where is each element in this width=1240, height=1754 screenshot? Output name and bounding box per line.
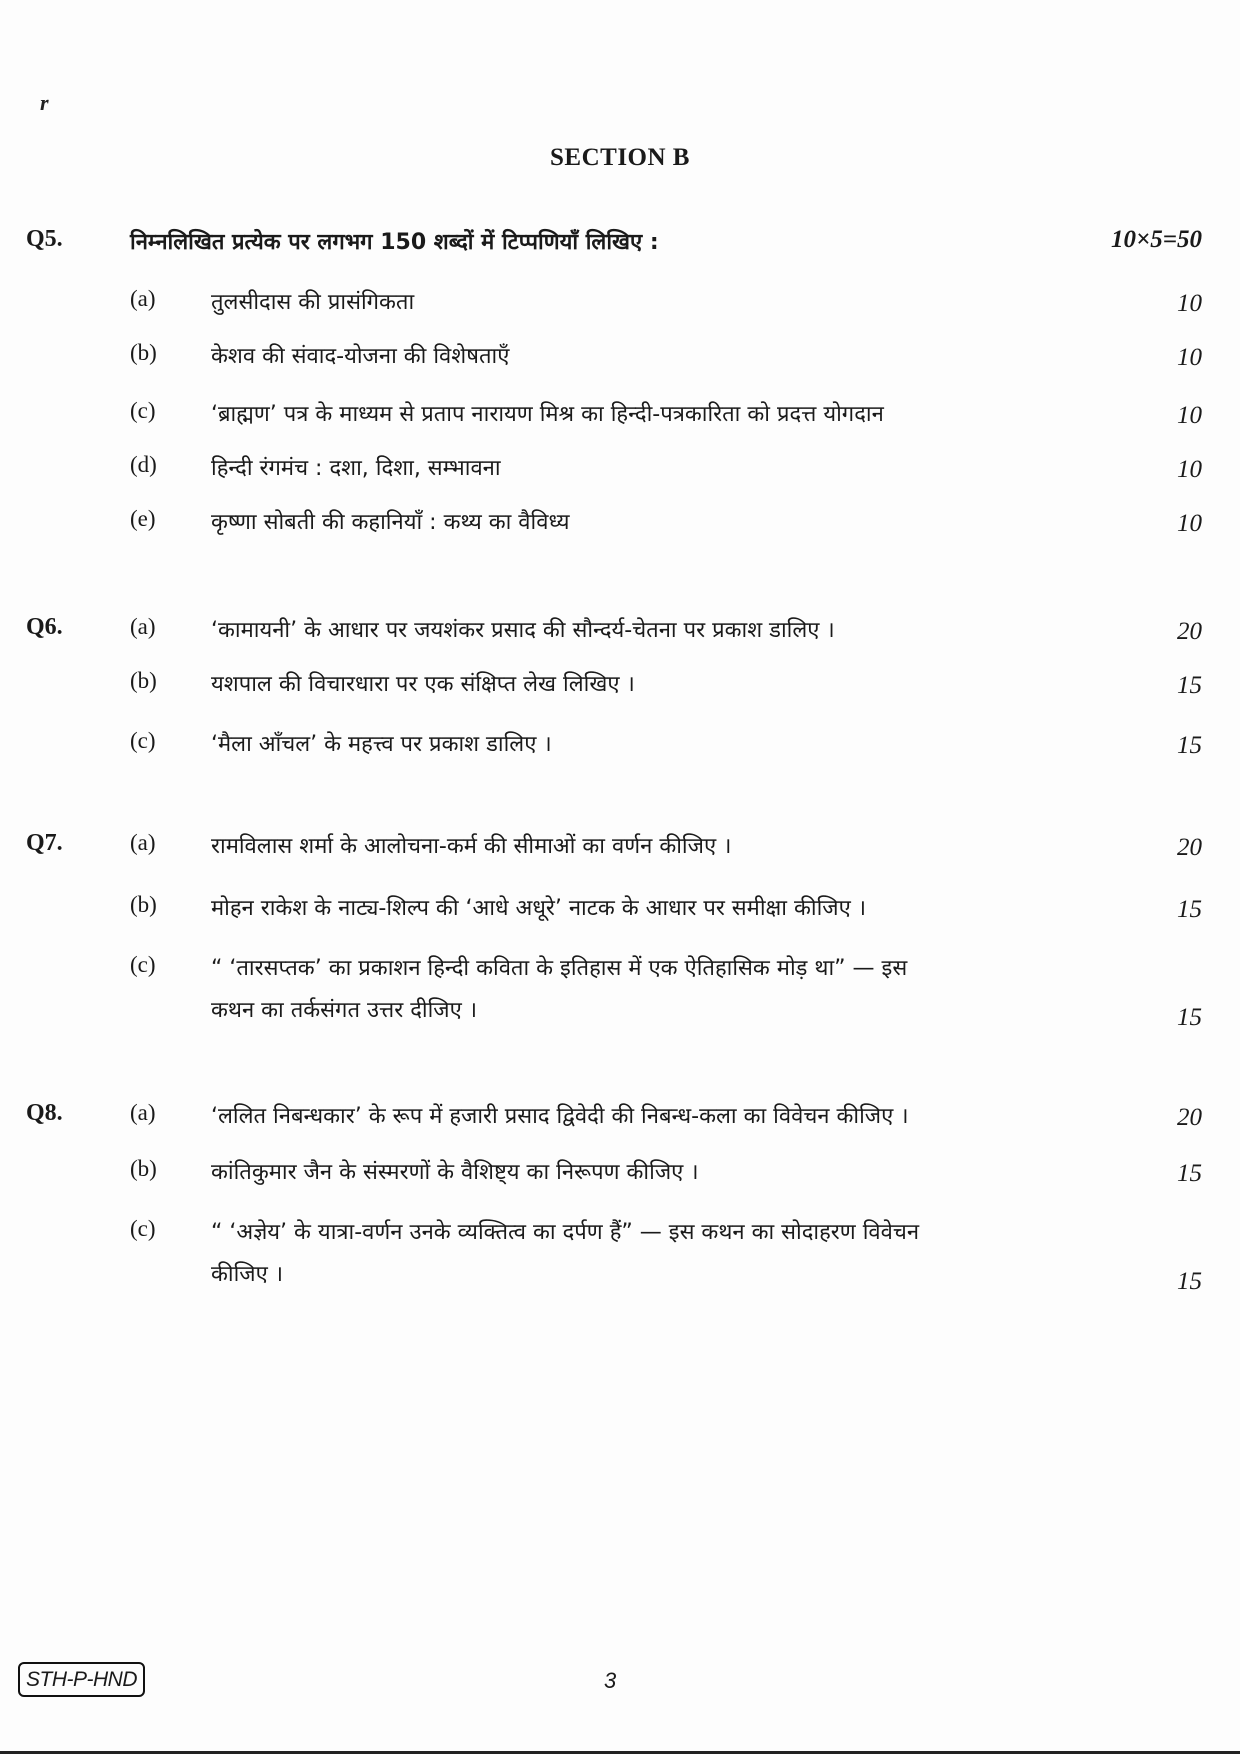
part-marks: 20 [1177,834,1202,861]
part-text-line-1: “ ‘अज्ञेय’ के यात्रा-वर्णन उनके व्यक्तित्व का दर्पण हैं” — इस कथन का सोदाहरण विवेचन [211,1220,920,1245]
question-instruction: निम्नलिखित प्रत्येक पर लगभग 150 शब्दों में टिप्पणियाँ लिखिए : [130,230,659,255]
part-label: (c) [130,398,156,423]
part-label: (a) [130,830,156,855]
part-label: (e) [130,506,156,531]
question-number: Q8. [26,1100,63,1126]
question-part [0,398,1240,438]
part-marks: 15 [1177,896,1202,923]
question-part [0,728,1240,768]
part-label: (a) [130,286,156,311]
part-text: ‘ललित निबन्धकार’ के रूप में हजारी प्रसाद द्विवेदी की निबन्ध-कला का विवेचन कीजिए । [211,1104,909,1129]
corner-mark: r [40,90,49,115]
part-text-line-2: कीजिए । [211,1262,284,1287]
paper-code-badge: STH-P-HND [18,1662,145,1697]
part-text: मोहन राकेश के नाट्य-शिल्प की ‘आधे अधूरे’ नाटक के आधार पर समीक्षा कीजिए । [211,896,867,921]
part-marks: 15 [1177,1004,1202,1031]
part-label: (b) [130,892,157,917]
part-marks: 10 [1177,344,1202,371]
question-part [0,1216,1240,1256]
part-marks: 15 [1177,672,1202,699]
part-label: (a) [130,1100,156,1125]
question-part [0,668,1240,708]
part-label: (a) [130,614,156,639]
part-text: ‘कामायनी’ के आधार पर जयशंकर प्रसाद की सौन्दर्य-चेतना पर प्रकाश डालिए । [211,618,835,643]
page-number: 3 [604,1668,617,1693]
part-text: यशपाल की विचारधारा पर एक संक्षिप्त लेख लिखिए । [211,672,635,697]
part-text: ‘मैला आँचल’ के महत्त्व पर प्रकाश डालिए । [211,732,552,757]
question-header [0,226,1240,266]
question-part [0,506,1240,546]
question-part [0,614,1240,654]
part-label: (c) [130,952,156,977]
question-part [0,1100,1240,1140]
part-marks: 10 [1177,456,1202,483]
question-part-continuation [0,994,1240,1034]
part-text: हिन्दी रंगमंच : दशा, दिशा, सम्भावना [211,456,501,481]
question-part [0,1156,1240,1196]
part-marks: 10 [1177,510,1202,537]
part-text: कृष्णा सोबती की कहानियाँ : कथ्य का वैविध्य [211,510,570,535]
question-part-continuation [0,1258,1240,1298]
part-label: (b) [130,1156,157,1181]
part-marks: 20 [1177,618,1202,645]
question-number: Q6. [26,614,63,640]
question-part [0,952,1240,992]
question-part [0,892,1240,932]
part-label: (b) [130,340,157,365]
part-text: तुलसीदास की प्रासंगिकता [211,290,415,315]
part-label: (d) [130,452,157,477]
part-text-line-1: “ ‘तारसप्तक’ का प्रकाशन हिन्दी कविता के इतिहास में एक ऐतिहासिक मोड़ था” — इस [211,956,908,981]
question-part [0,340,1240,380]
part-marks: 10 [1177,402,1202,429]
part-marks: 15 [1177,1160,1202,1187]
question-part [0,452,1240,492]
part-text-line-2: कथन का तर्कसंगत उत्तर दीजिए । [211,998,478,1023]
question-part [0,286,1240,326]
part-label: (c) [130,728,156,753]
question-part [0,830,1240,870]
part-text: ‘ब्राह्मण’ पत्र के माध्यम से प्रताप नारायण मिश्र का हिन्दी-पत्रकारिता को प्रदत्त योगदान [211,402,884,427]
part-text: केशव की संवाद-योजना की विशेषताएँ [211,344,510,369]
part-marks: 15 [1177,732,1202,759]
part-label: (c) [130,1216,156,1241]
total-marks: 10×5=50 [1111,226,1202,253]
question-number: Q7. [26,830,63,856]
part-text: कांतिकुमार जैन के संस्मरणों के वैशिष्ट्य का निरूपण कीजिए । [211,1160,699,1185]
section-title: SECTION B [550,144,690,171]
part-text: रामविलास शर्मा के आलोचना-कर्म की सीमाओं का वर्णन कीजिए । [211,834,732,859]
part-label: (b) [130,668,157,693]
question-number: Q5. [26,226,63,252]
part-marks: 10 [1177,290,1202,317]
part-marks: 20 [1177,1104,1202,1131]
part-marks: 15 [1177,1268,1202,1295]
